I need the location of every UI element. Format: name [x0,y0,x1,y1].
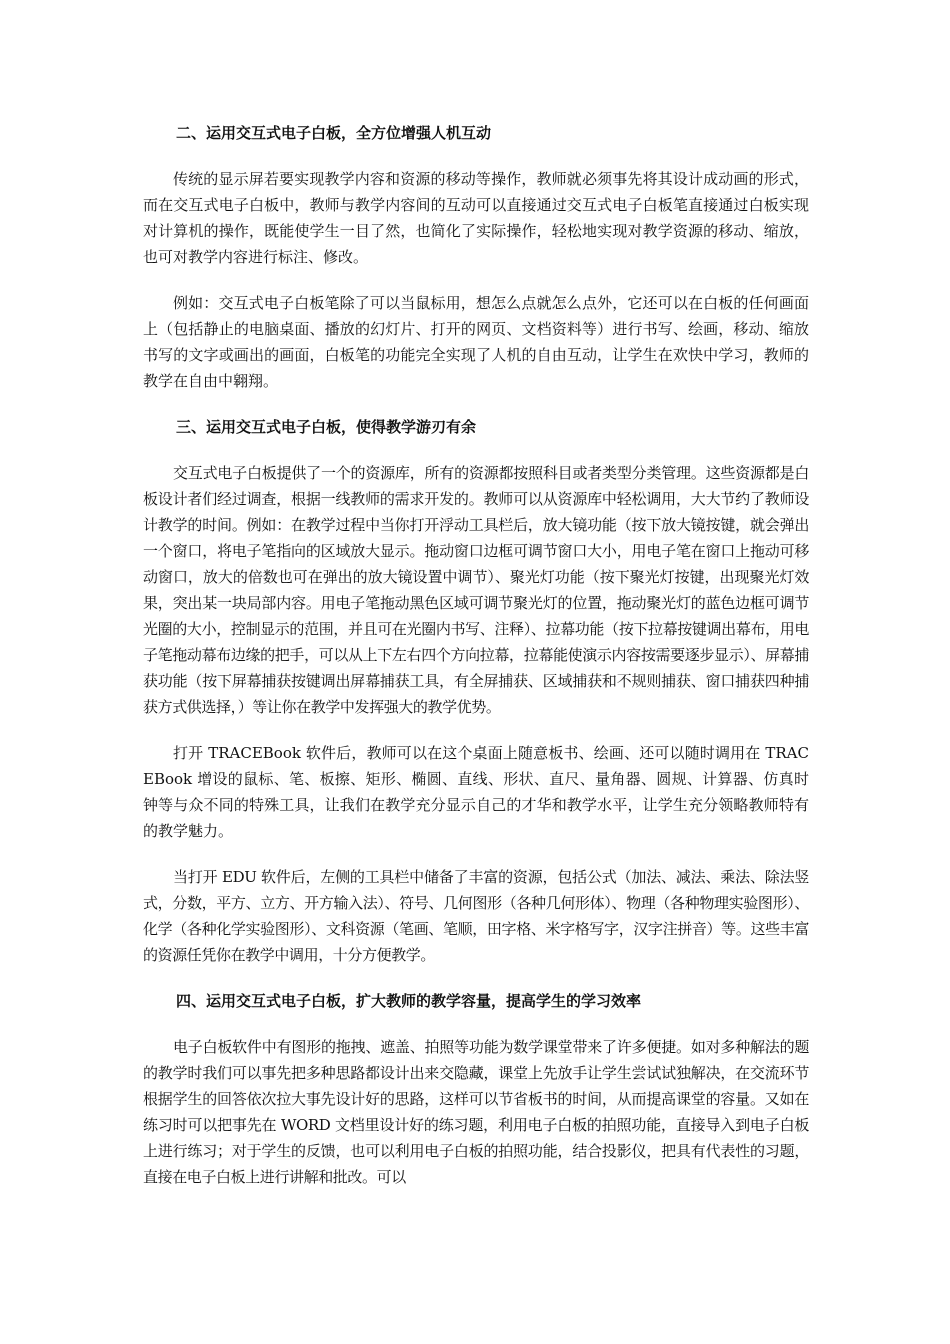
paragraph: 传统的显示屏若要实现教学内容和资源的移动等操作，教师就必须事先将其设计成动画的形式，而在交互式电子白板中，教师与教学内容间的互动可以直接通过交互式电子白板笔直接通过白板实现对计算机的操作，既能使学生一目了然，也简化了实际操作，轻松地实现对教学资源的移动、缩放，也可对教学内容进行标注、修改。 [143,170,809,266]
paragraph: 例如：交互式电子白板笔除了可以当鼠标用，想怎么点就怎么点外，它还可以在白板的任何画面上（包括静止的电脑桌面、播放的幻灯片、打开的网页、文档资料等）进行书写、绘画，移动、缩放书写的文字或画出的画面，白板笔的功能完全实现了人机的自由互动，让学生在欢快中学习，教师的教学在自由中翱翔。 [143,294,809,390]
paragraph: 当打开 EDU 软件后，左侧的工具栏中储备了丰富的资源，包括公式（加法、减法、乘法、除法竖式，分数，平方、立方、开方输入法）、符号、几何图形（各种几何形体）、物理（各种物理实验图形）、化学（各种化学实验图形）、文科资源（笔画、笔顺，田字格、米字格写字，汉字注拼音）等。这些丰富的资源任凭你在教学中调用，十分方便教学。 [143,868,809,964]
document-page [143,120,809,1210]
paragraph: 交互式电子白板提供了一个的资源库，所有的资源都按照科目或者类型分类管理。这些资源都是白板设计者们经过调查，根据一线教师的需求开发的。教师可以从资源库中轻松调用，大大节约了教师设计教学的时间。例如：在教学过程中当你打开浮动工具栏后，放大镜功能（按下放大镜按键，就会弹出一个窗口，将电子笔指向的区域放大显示。拖动窗口边框可调节窗口大小，用电子笔在窗口上拖动可移动窗口，放大的倍数也可在弹出的放大镜设置中调节）、聚光灯功能（按下聚光灯按键，出现聚光灯效果，突出某一块局部内容。用电子笔拖动黑色区域可调节聚光灯的位置，拖动聚光灯的蓝色边框可调节光圈的大小，控制显示的范围，并且可在光圈内书写、注释）、拉幕功能（按下拉幕按键调出幕布，用电子笔拖动幕布边缘的把手，可以从上下左右四个方向拉幕，拉幕能使演示内容按需要逐步显示）、屏幕捕获功能（按下屏幕捕获按键调出屏幕捕获工具，有全屏捕获、区域捕获和不规则捕获、窗口捕获四种捕获方式供选择，）等让你在教学中发挥强大的教学优势。 [143,464,809,716]
paragraph: 电子白板软件中有图形的拖拽、遮盖、拍照等功能为数学课堂带来了许多便捷。如对多种解法的题的教学时我们可以事先把多种思路都设计出来交隐藏，课堂上先放手让学生尝试试独解决，在交流环节根据学生的回答依次拉大事先设计好的思路，这样可以节省板书的时间，从而提高课堂的容量。又如在练习时可以把事先在 WORD 文档里设计好的练习题，利用电子白板的拍照功能，直接导入到电子白板上进行练习；对于学生的反馈，也可以利用电子白板的拍照功能，结合投影仪，把具有代表性的习题，直接在电子白板上进行讲解和批改。可以 [143,1038,809,1186]
section-heading-3: 三、运用交互式电子白板，使得教学游刃有余 [176,418,477,436]
section-heading-2: 二、运用交互式电子白板，全方位增强人机互动 [176,124,492,142]
paragraph: 打开 TRACEBook 软件后，教师可以在这个桌面上随意板书、绘画、还可以随时调用在 TRACEBook 增设的鼠标、笔、板擦、矩形、椭圆、直线、形状、直尺、量角器、圆规、计算器、仿真时钟等与众不同的特殊工具，让我们在教学充分显示自己的才华和教学水平，让学生充分领略教师特有的教学魅力。 [143,744,809,840]
section-heading-4: 四、运用交互式电子白板，扩大教师的教学容量，提高学生的学习效率 [176,992,642,1010]
